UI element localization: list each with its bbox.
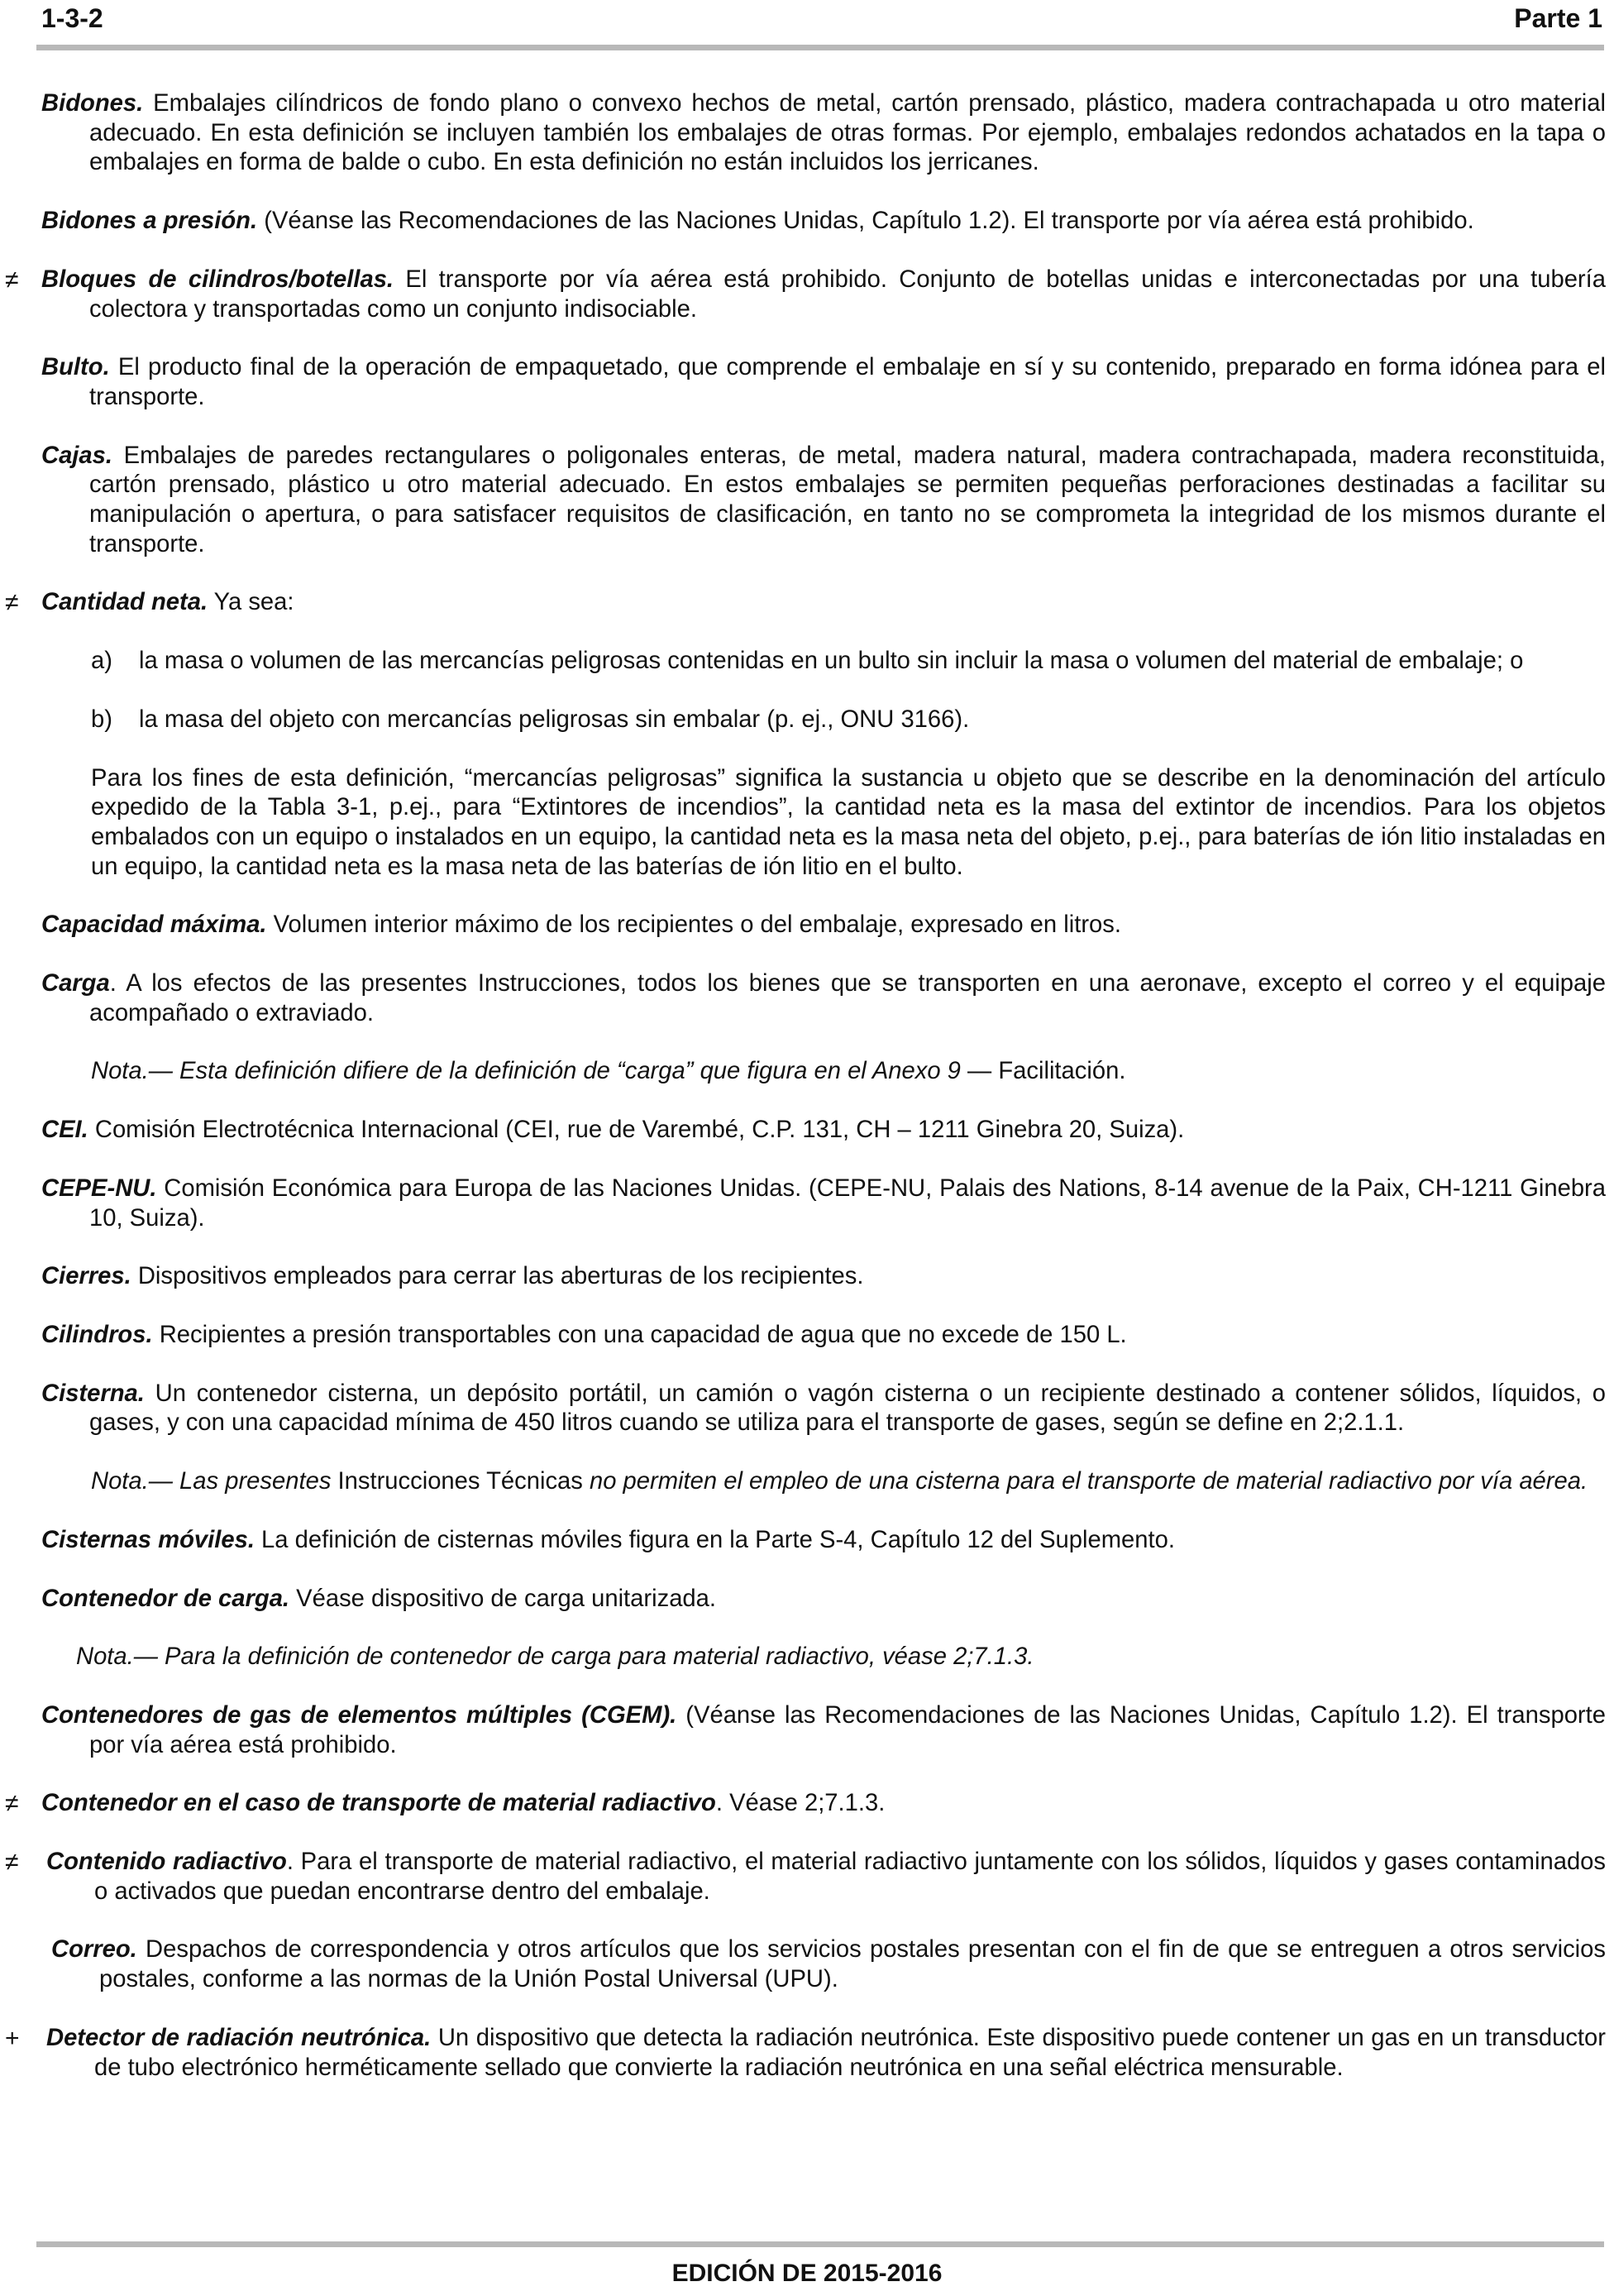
definition-text: (Véanse las Recomendaciones de las Naciones Unidas, Capítulo 1.2). El transporte por vía aérea está prohibido. — [257, 208, 1474, 235]
definition-bulto — [41, 353, 1606, 412]
header-rule — [36, 45, 1604, 50]
definition-cei — [41, 1116, 1606, 1146]
term: Cantidad neta. — [41, 589, 208, 616]
definition-text: Un dispositivo que detecta la radiación neutrónica. Este dispositivo puede contener un gas en un transductor de tubo electrónico herméticamente sellado que convierte la radiación neutrónica en una señal eléctrica mensurable. — [94, 2024, 1606, 2081]
term: Capacidad máxima. — [41, 911, 267, 939]
definition-text: Dispositivos empleados para cerrar las aberturas de los recipientes. — [131, 1263, 864, 1290]
list-item-b — [91, 706, 1606, 735]
list-letter: a) — [91, 648, 112, 675]
change-marker: ≠ — [5, 1849, 19, 1877]
definition-text: El transporte por vía aérea está prohibido. Conjunto de botellas unidas e interconectadas por una tubería colectora y transportadas como un conjunto indisociable. — [89, 265, 1606, 323]
term: Contenedor de carga. — [41, 1585, 290, 1612]
definition-cepe-nu — [41, 1174, 1606, 1233]
definition-text: (Véanse las Recomendaciones de las Naciones Unidas, Capítulo 1.2). El transporte por vía aérea está prohibido. — [89, 1701, 1606, 1758]
term: Carga — [41, 970, 110, 997]
definition-correo — [46, 1935, 1606, 1994]
list-letter: b) — [91, 706, 112, 733]
note-carga — [41, 1057, 1606, 1087]
definition-contenedor-radiactivo — [5, 1789, 1606, 1819]
change-marker: ≠ — [5, 1790, 19, 1818]
term: Contenedor en el caso de transporte de material radiactivo — [41, 1790, 716, 1817]
term: Cilindros. — [41, 1321, 153, 1348]
definition-text: Despachos de correspondencia y otros artículos que los servicios postales presentan con el fin de que se entreguen a otros servicios postales, conforme a las normas de la Unión Postal Universal (UPU). — [99, 1936, 1606, 1993]
definition-contenedor-carga — [41, 1585, 1606, 1614]
definition-cilindros — [41, 1321, 1606, 1351]
definition-detector — [5, 2024, 1606, 2083]
note-cisterna — [41, 1467, 1606, 1497]
definition-cisterna — [41, 1380, 1606, 1438]
note-contenedor-carga: Nota.— Para la definición de contenedor de carga para material radiactivo, véase 2;7.1.3. — [76, 1643, 1034, 1671]
definition-text: Volumen interior máximo de los recipientes o del embalaje, expresado en litros. — [266, 911, 1121, 939]
definition-bidones — [41, 89, 1606, 178]
note-italic: Nota.— Esta definición difiere de la definición de “carga” que figura en el Anexo 9 — [91, 1058, 961, 1085]
note-plain: Instrucciones Técnicas — [331, 1468, 590, 1495]
term: Bulto. — [41, 354, 110, 381]
definition-cisternas-moviles — [41, 1526, 1606, 1556]
definition-cantidad-neta — [5, 588, 1606, 618]
term: Contenido radiactivo — [46, 1849, 287, 1876]
definition-text: Recipientes a presión transportables con una capacidad de agua que no excede de 150 L. — [152, 1321, 1127, 1348]
definition-cgem — [41, 1701, 1606, 1760]
definition-text: La definición de cisternas móviles figura en la Parte S-4, Capítulo 12 del Suplemento. — [254, 1526, 1175, 1553]
definition-capacidad-maxima — [41, 911, 1606, 940]
definition-contenido-radiactivo — [5, 1848, 1607, 1906]
definition-text: Véase dispositivo de carga unitarizada. — [289, 1585, 717, 1612]
definition-text: Embalajes cilíndricos de fondo plano o convexo hechos de metal, cartón prensado, plástico, madera contrachapada u otro material adecuado. En esta definición se incluyen también los embalajes de otras formas. Por ejemplo, embalajes redondos achatados en la tapa o embalajes en forma de balde o cubo. En esta definición no están incluidos los jerricanes. — [89, 90, 1606, 176]
term: Bloques de cilindros/botellas. — [41, 265, 394, 293]
definition-bloques — [5, 265, 1606, 324]
part-label: Parte 1 — [1514, 3, 1602, 33]
edition-footer: EDICIÓN DE 2015-2016 — [671, 2260, 943, 2287]
definition-text: Un contenedor cisterna, un depósito portátil, un camión o vagón cisterna o un recipiente destinado a contener sólidos, líquidos, o gases, y con una capacidad mínima de 450 litros cuando se utiliza para el transporte de gases, según se define en 2;2.1.1. — [89, 1380, 1606, 1437]
definition-text: . A los efectos de las presentes Instrucciones, todos los bienes que se transporten en una aeronave, excepto el correo y el equipaje acompañado o extraviado. — [89, 970, 1606, 1026]
definition-text: Embalajes de paredes rectangulares o poligonales enteras, de metal, madera natural, madera contrachapada, madera reconstituida, cartón prensado, plástico u otro material adecuado. En estos embalajes se permiten pequeñas perforaciones destinadas a facilitar su manipulación o apertura, o para satisfacer requisitos de clasificación, en tanto no se comprometa la integridad de los mismos durante el transporte. — [89, 442, 1606, 557]
change-marker: ≠ — [5, 265, 19, 294]
term: Correo. — [51, 1936, 137, 1964]
definitions-list — [5, 89, 1607, 2112]
definition-text: Comisión Electrotécnica Internacional (CEI, rue de Varembé, C.P. 131, CH – 1211 Ginebra 20, Suiza). — [88, 1117, 1185, 1144]
term: Bidones a presión. — [41, 208, 258, 235]
term: Cisternas móviles. — [41, 1526, 255, 1553]
note-italic: Nota.— Las presentes — [91, 1468, 332, 1495]
term: CEPE-NU. — [41, 1174, 157, 1202]
term: Cisterna. — [41, 1380, 145, 1407]
term: Contenedores de gas de elementos múltiples (CGEM). — [41, 1701, 677, 1729]
definition-bidones-presion — [41, 207, 1606, 237]
list-text: la masa o volumen de las mercancías peligrosas contenidas en un bulto sin incluir la masa o volumen del material de embalaje; o — [139, 648, 1524, 675]
definition-text: . Véase 2;7.1.3. — [715, 1790, 886, 1817]
definition-carga — [41, 969, 1606, 1028]
term: Cajas. — [41, 442, 112, 469]
definition-text: El producto final de la operación de empaquetado, que comprende el embalaje en sí y su contenido, preparado en forma idónea para el transporte. — [89, 354, 1606, 410]
page-header — [41, 3, 1602, 36]
list-item-a — [91, 647, 1606, 677]
list-text: la masa del objeto con mercancías peligrosas sin embalar (p. ej., ONU 3166). — [139, 706, 970, 733]
cantidad-neta-explanation: Para los fines de esta definición, “mercancías peligrosas” significa la sustancia u objeto que se describe en la denominación del artículo expedido de la Tabla 3-1, p.ej., para “Extintores de incendios”, la cantidad neta es la masa del extintor de incendios. Para los objetos embalados con un equipo o instalados en un equipo, la cantidad neta es la masa neta del objeto, p.ej., para baterías de ión litio instaladas en un equipo, la cantidad neta es la masa neta de las baterías de ión litio en el bulto. — [91, 764, 1606, 880]
definition-text: Comisión Económica para Europa de las Naciones Unidas. (CEPE-NU, Palais des Nations, 8-14 avenue de la Paix, CH-1211 Ginebra 10, Suiza). — [89, 1174, 1606, 1232]
term: Detector de radiación neutrónica. — [46, 2024, 432, 2051]
change-marker: + — [5, 2024, 20, 2052]
term: Bidones. — [41, 90, 144, 117]
term: Cierres. — [41, 1263, 131, 1290]
change-marker: ≠ — [5, 589, 19, 617]
note-plain: — Facilitación. — [960, 1058, 1126, 1085]
definition-cierres — [41, 1262, 1606, 1292]
page-number: 1-3-2 — [41, 3, 103, 33]
definition-text: Ya sea: — [208, 589, 294, 616]
definition-text: . Para el transporte de material radiactivo, el material radiactivo juntamente con los sólidos, líquidos y gases contaminados o activados que puedan encontrarse dentro del embalaje. — [94, 1849, 1607, 1905]
definition-cajas — [41, 442, 1606, 560]
footer-rule — [36, 2241, 1604, 2247]
term: CEI. — [41, 1117, 88, 1144]
note-italic: no permiten el empleo de una cisterna para el transporte de material radiactivo por vía aérea. — [589, 1468, 1588, 1495]
